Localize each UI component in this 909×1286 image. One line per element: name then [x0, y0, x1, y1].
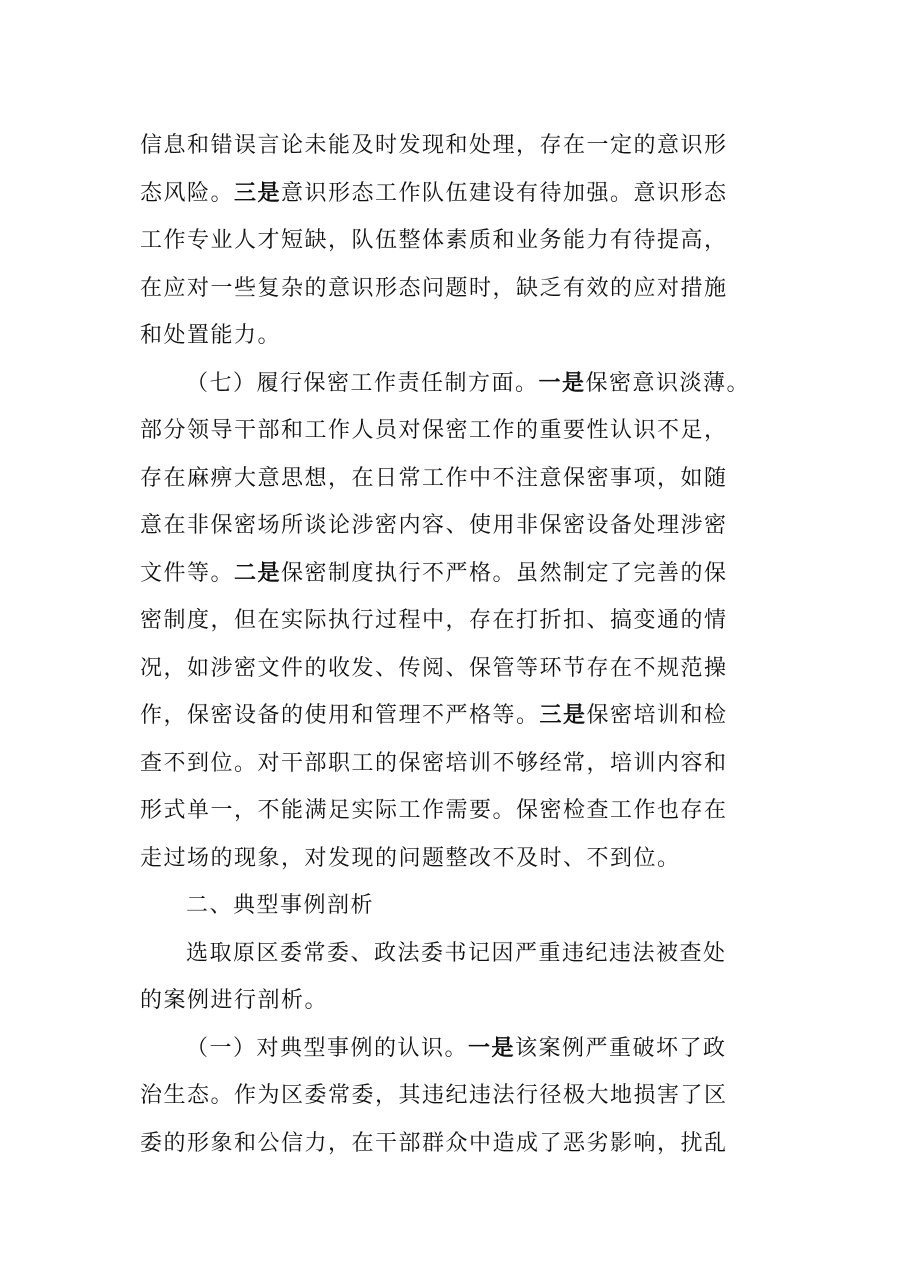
text-segment: 意在非保密场所谈论涉密内容、使用非保密设备处理涉密 [140, 513, 728, 538]
text-line [140, 265, 780, 313]
text-segment: 在应对一些复杂的意识形态问题时，缺乏有效的应对措施 [140, 275, 728, 301]
text-segment: 文件等。 [140, 560, 235, 586]
text-segment: 治生态。作为区委常委，其违纪违法行径极大地损害了区 [140, 1083, 728, 1108]
text-line [140, 312, 780, 360]
text-segment: 二、典型事例剖析 [186, 893, 375, 918]
text-line [140, 502, 780, 550]
text-segment: 保密制度执行不严格。虽然制定了完善的保 [281, 560, 728, 586]
text-line [140, 787, 780, 835]
text-segment: 委的形象和公信力，在干部群众中造成了恶劣影响，扰乱 [140, 1130, 728, 1156]
text-line [140, 455, 780, 503]
bold-text-segment: 三是 [539, 702, 587, 728]
bold-text-segment: 三是 [234, 179, 282, 206]
text-line [140, 645, 780, 693]
text-line [140, 692, 780, 740]
text-segment: 选取原区委常委、政法委书记因严重违纪违法被查处 [186, 940, 727, 966]
text-segment: 该案例严重破坏了政 [515, 1035, 727, 1061]
text-segment: 保密意识淡薄。 [585, 370, 751, 396]
text-segment: 态风险。 [140, 180, 235, 206]
text-line [140, 170, 780, 218]
text-segment: 的案例进行剖析。 [140, 988, 329, 1013]
text-segment: 况，如涉密文件的收发、传阅、保管等环节存在不规范操 [140, 655, 728, 681]
text-line [140, 122, 780, 170]
text-segment: 存在麻痹大意思想，在日常工作中不注意保密事项，如随 [140, 465, 728, 491]
bold-text-segment: 一是 [468, 1034, 516, 1061]
text-segment: （一）对典型事例的认识。 [186, 1035, 469, 1061]
text-line [140, 550, 780, 598]
text-segment: 密制度，但在实际执行过程中，存在打折扣、搞变通的情 [140, 608, 728, 633]
text-segment: 查不到位。对干部职工的保密培训不够经常，培训内容和 [140, 750, 728, 776]
bold-text-segment: 一是 [538, 369, 586, 396]
text-line [140, 1025, 780, 1073]
text-line [140, 597, 780, 645]
document-body [140, 122, 780, 1167]
text-segment: 保密培训和检 [586, 703, 728, 728]
text-line [140, 740, 780, 788]
text-line [140, 977, 780, 1025]
bold-text-segment: 二是 [234, 559, 282, 586]
text-line [140, 930, 780, 978]
text-segment: 作，保密设备的使用和管理不严格等。 [140, 703, 540, 728]
text-line [140, 835, 780, 883]
text-segment: 信息和错误言论未能及时发现和处理，存在一定的意识形 [140, 133, 728, 158]
text-line [140, 1120, 780, 1168]
text-segment: 形式单一，不能满足实际工作需要。保密检查工作也存在 [140, 798, 728, 823]
text-segment: 意识形态工作队伍建设有待加强。意识形态 [281, 180, 728, 206]
text-segment: 和处置能力。 [140, 323, 282, 348]
text-line [140, 407, 780, 455]
text-segment: （七）履行保密工作责任制方面。 [186, 370, 539, 396]
text-line [140, 1072, 780, 1120]
text-segment: 工作专业人才短缺，队伍整体素质和业务能力有待提高， [140, 228, 728, 253]
text-line [140, 360, 780, 408]
text-line [140, 217, 780, 265]
text-segment: 部分领导干部和工作人员对保密工作的重要性认识不足， [140, 418, 728, 443]
text-line [140, 882, 780, 930]
text-segment: 走过场的现象，对发现的问题整改不及时、不到位。 [140, 845, 681, 871]
